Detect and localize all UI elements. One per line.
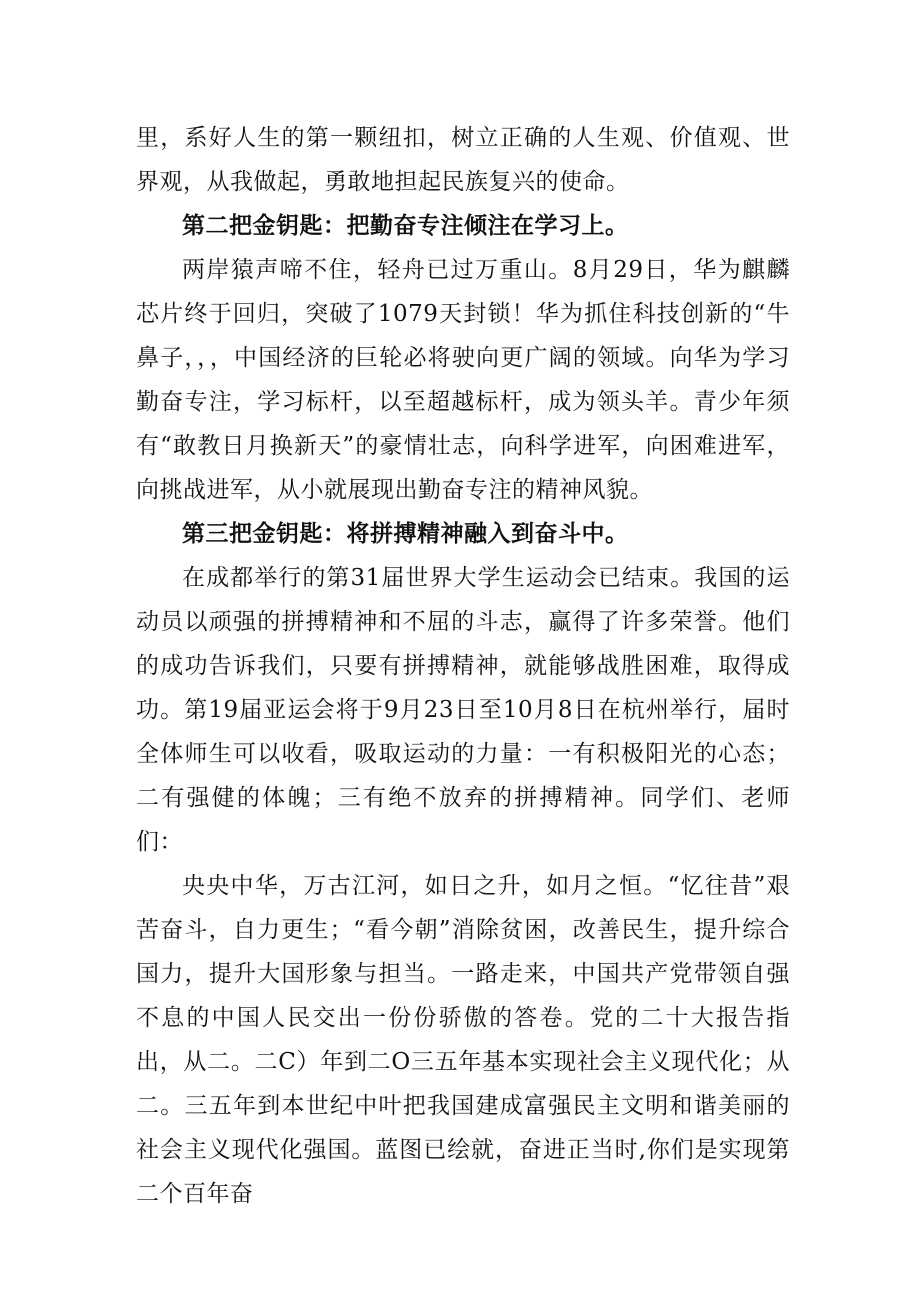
document-body bbox=[136, 116, 790, 1216]
paragraph-universiade: 在成都举行的第31届世界大学生运动会已结束。我国的运动员以顽强的拼搏精神和不屈的斗志，赢得了许多荣誉。他们的成功告诉我们，只要有拼搏精神，就能够战胜困难，取得成功。第19届亚运会将于9月23日至10月8日在杭州举行，届时全体师生可以收看，吸取运动的力量：一有积极阳光的心态；二有强健的体魄；三有绝不放弃的拼搏精神。同学们、老师们： bbox=[136, 565, 790, 855]
paragraph-huawei: 两岸猿声啼不住，轻舟已过万重山。8月29日，华为麒麟芯片终于回归，突破了1079天封锁！华为抓住科技创新的“牛鼻子，，，中国经济的巨轮必将驶向更广阔的领域。向华为学习勤奋专注，学习标杆，以至超越标杆，成为领头羊。青少年须有“敢教日月换新天”的豪情壮志，向科学进军，向困难进军，向挑战进军，从小就展现出勤奋专注的精神风貌。 bbox=[136, 257, 790, 503]
section-heading-third-key: 第三把金钥匙：将拼搏精神融入到奋斗中。 bbox=[182, 520, 629, 547]
section-heading-second-key: 第二把金钥匙：把勤奋专注倾注在学习上。 bbox=[182, 212, 629, 239]
paragraph-continuation: 里，系好人生的第一颗纽扣，树立正确的人生观、价值观、世界观，从我做起，勇敢地担起民族复兴的使命。 bbox=[136, 125, 790, 195]
paragraph-china-modernization: 央央中华，万古江河，如日之升，如月之恒。“忆往昔”艰苦奋斗，自力更生；“看今朝”消除贫困，改善民生，提升综合国力，提升大国形象与担当。一路走来，中国共产党带领自强不息的中国人民交出一份份骄傲的答卷。党的二十大报告指出，从二。二C）年到二O三五年基本实现社会主义现代化；从二。三五年到本世纪中叶把我国建成富强民主文明和谐美丽的社会主义现代化强国。蓝图已绘就，奋进正当时,你们是实现第二个百年奋 bbox=[136, 873, 790, 1207]
